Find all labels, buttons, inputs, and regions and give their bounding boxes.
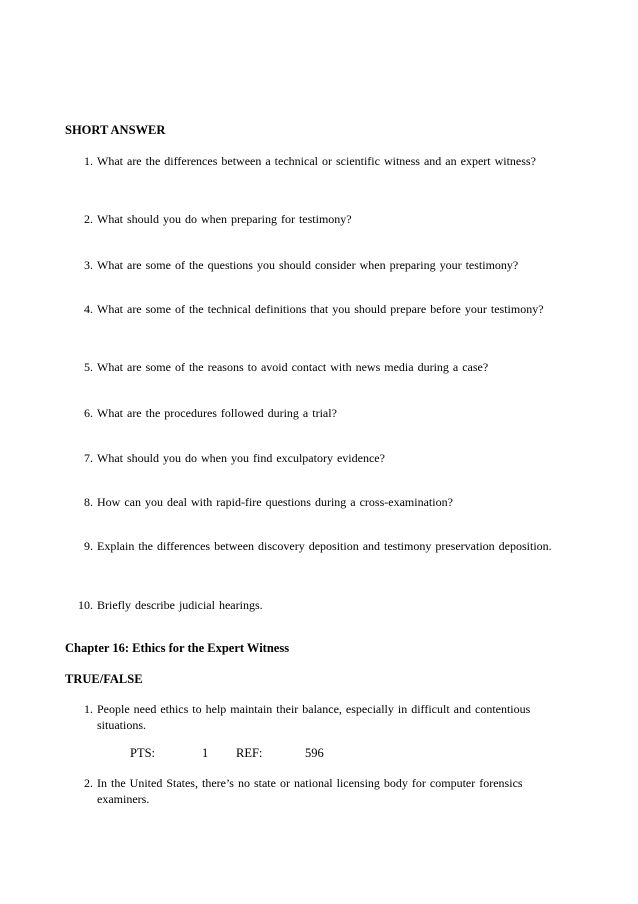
question-number: 6. (84, 406, 93, 420)
question-text: What should you do when you find exculpatory evidence? (97, 451, 385, 465)
chapter-heading: Chapter 16: Ethics for the Expert Witness (65, 641, 290, 655)
question-text: People need ethics to help maintain their balance, especially in difficult and contentious situations. (97, 702, 531, 732)
question-text: In the United States, there’s no state or national licensing body for computer forensics examiners. (97, 776, 523, 806)
question-number: 9. (84, 539, 93, 553)
ref-value: 596 (305, 746, 324, 760)
question-text: What are some of the reasons to avoid contact with news media during a case? (97, 360, 489, 374)
question-text: What are some of the technical definitions that you should prepare before your testimony? (97, 302, 544, 316)
ref-label: REF: (236, 746, 263, 760)
question-text: Briefly describe judicial hearings. (97, 598, 263, 612)
question-text: What are some of the questions you should consider when preparing your testimony? (97, 258, 519, 272)
question-text: What should you do when preparing for testimony? (97, 212, 352, 226)
question-number: 1. (84, 154, 93, 168)
question-number: 10. (78, 598, 93, 612)
question-number: 2. (84, 776, 93, 790)
question-number: 8. (84, 495, 93, 509)
question-number: 7. (84, 451, 93, 465)
question-text: What are the procedures followed during a trial? (97, 406, 337, 420)
question-number: 4. (84, 302, 93, 316)
true-false-heading: TRUE/FALSE (65, 672, 143, 686)
pts-value: 1 (202, 746, 209, 760)
question-number: 1. (84, 702, 93, 716)
question-number: 3. (84, 258, 93, 272)
pts-label: PTS: (130, 746, 156, 760)
question-text: How can you deal with rapid-fire questions during a cross-examination? (97, 495, 453, 509)
question-text: Explain the differences between discovery deposition and testimony preservation deposition. (97, 539, 552, 553)
question-text: What are the differences between a technical or scientific witness and an expert witness? (97, 154, 536, 168)
question-number: 2. (84, 212, 93, 226)
question-number: 5. (84, 360, 93, 374)
short-answer-heading: SHORT ANSWER (65, 123, 166, 137)
